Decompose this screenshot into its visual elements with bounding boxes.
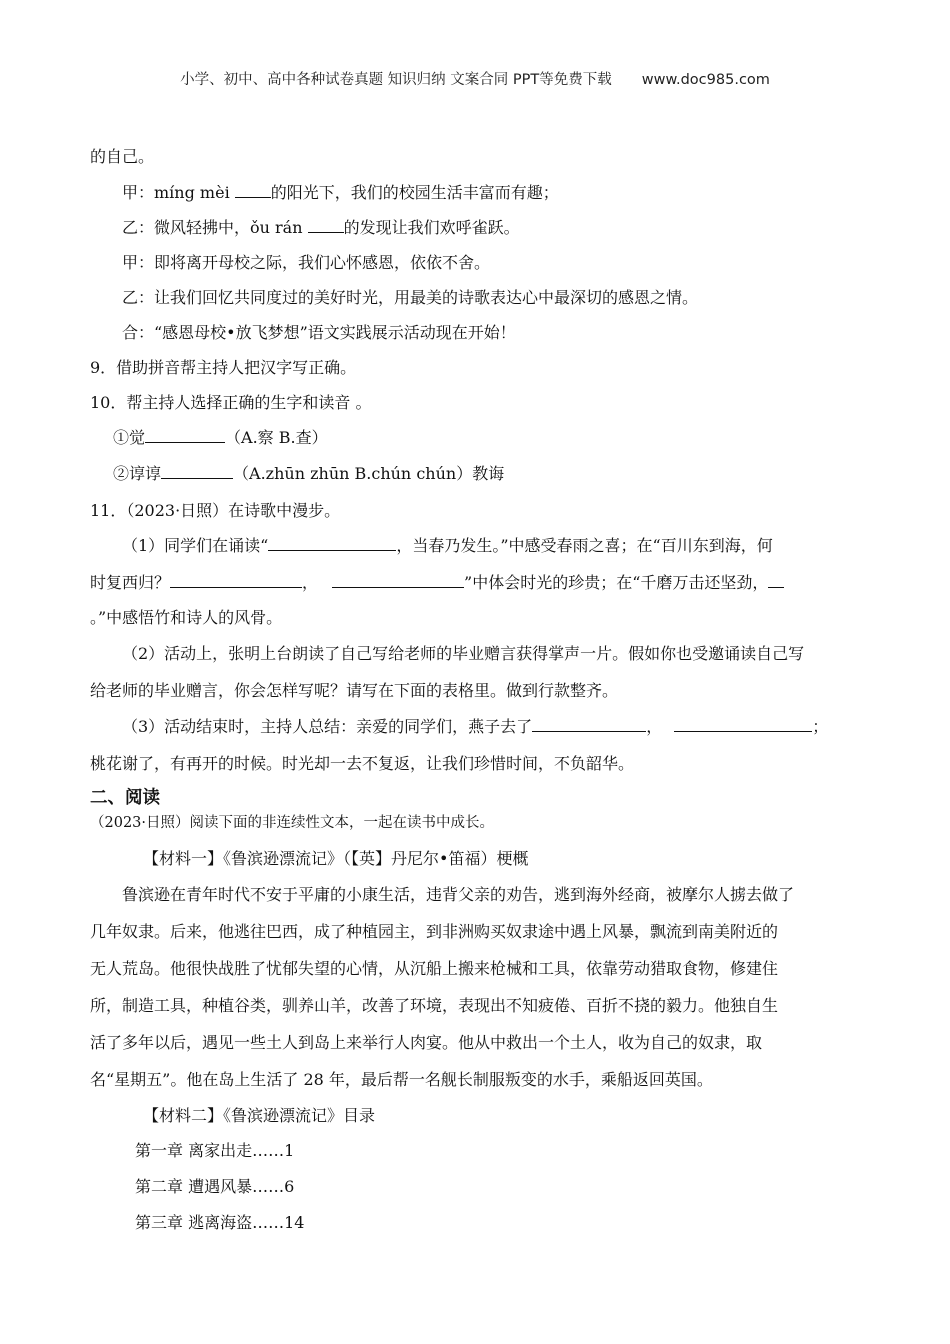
question-11-1-line2: 时复西归？ ， ”中体会时光的珍贵；在“千磨万击还坚劲， [90, 572, 865, 594]
material-1-line-6: 名“星期五”。他在岛上生活了 28 年，最后帮一名舰长制服叛变的水手，乘船返回英国。 [90, 1070, 713, 1089]
material-1-line-2: 几年奴隶。后来，他逃往巴西，成了种植园主，到非洲购买奴隶途中遇上风暴，飘流到南美附近的 [90, 922, 779, 941]
blank-10b[interactable] [161, 464, 233, 479]
blank-ming-mei[interactable] [235, 183, 271, 198]
question-11-2-line1: （2）活动上，张明上台朗读了自己写给老师的毕业赠言获得掌声一片。假如你也受邀诵读自己写 [122, 644, 805, 663]
blank-11-1d[interactable] [768, 573, 784, 588]
intro-continuation: 的自己。 [90, 147, 155, 166]
question-11: 11．（2023·日照）在诗歌中漫步。 [90, 501, 341, 520]
intro-line-4: 乙：让我们回忆共同度过的美好时光，用最美的诗歌表达心中最深切的感恩之情。 [122, 288, 699, 307]
blank-ou-ran[interactable] [308, 218, 344, 233]
header-site: www.doc985.com [641, 72, 770, 88]
intro-line-3: 甲：即将离开母校之际，我们心怀感恩，依依不舍。 [122, 253, 491, 272]
section-title-reading: 二、阅读 [90, 788, 160, 808]
blank-11-1a[interactable] [268, 536, 396, 551]
toc-item: 第一章 离家出走……1 [135, 1141, 295, 1160]
reading-intro: （2023·日照）阅读下面的非连续性文本，一起在读书中成长。 [90, 815, 495, 831]
question-11-1-line1: （1）同学们在诵读“ ，当春乃发生。”中感受春雨之喜；在“百川东到海，何 [122, 536, 773, 555]
question-11-3-line2: 桃花谢了，有再开的时候。时光却一去不复返，让我们珍惜时间，不负韶华。 [90, 754, 635, 773]
material-1-line-1: 鲁滨逊在青年时代不安于平庸的小康生活，违背父亲的劝告，逃到海外经商，被摩尔人掳去做了 [122, 885, 795, 904]
question-10-b: ②谆谆 （A.zhūn zhūn B.chún chún）教诲 [113, 464, 505, 483]
question-11-1-line3: 。”中感悟竹和诗人的风骨。 [90, 608, 283, 627]
blank-11-3a[interactable] [532, 717, 646, 732]
intro-line-2: 乙：微风轻拂中，ǒu rán 的发现让我们欢呼雀跃。 [122, 218, 520, 237]
material-1-line-3: 无人荒岛。他很快战胜了忧郁失望的心情，从沉船上搬来枪械和工具，依靠劳动猎取食物，修建住 [90, 959, 779, 978]
header-text: 小学、初中、高中各种试卷真题 知识归纳 文案合同 PPT等免费下载 [180, 72, 612, 88]
intro-line-5: 合：“感恩母校•放飞梦想”语文实践展示活动现在开始！ [122, 323, 516, 342]
material-1-line-4: 所，制造工具，种植谷类，驯养山羊，改善了环境，表现出不知疲倦、百折不挠的毅力。他独自生 [90, 996, 779, 1015]
toc-item: 第二章 遭遇风暴……6 [135, 1177, 295, 1196]
blank-11-3b[interactable] [674, 717, 812, 732]
material-2-title: 【材料二】《鲁滨逊漂流记》目录 [143, 1106, 376, 1125]
question-11-3-line1: （3）活动结束时，主持人总结：亲爱的同学们，燕子去了 ， ； [122, 717, 829, 736]
blank-10a[interactable] [145, 428, 225, 443]
intro-line-1: 甲：míng mèi 的阳光下，我们的校园生活丰富而有趣； [122, 183, 559, 202]
question-11-2-line2: 给老师的毕业赠言，你会怎样写呢？请写在下面的表格里。做到行款整齐。 [90, 681, 619, 700]
question-10: 10．帮主持人选择正确的生字和读音 。 [90, 393, 372, 412]
blank-11-1c[interactable] [332, 573, 464, 588]
blank-11-1b[interactable] [170, 573, 302, 588]
material-1-line-5: 活了多年以后，遇见一些土人到岛上来举行人肉宴。他从中救出一个土人，收为自己的奴隶，取 [90, 1033, 763, 1052]
page-header [0, 68, 950, 89]
toc-item: 第三章 逃离海盗……14 [135, 1213, 305, 1232]
question-10-a: ①觉 （A.察 B.查） [113, 428, 328, 447]
material-1-title: 【材料一】《鲁滨逊漂流记》（【英】丹尼尔•笛福）梗概 [143, 849, 529, 868]
question-9: 9．借助拼音帮主持人把汉字写正确。 [90, 358, 357, 377]
